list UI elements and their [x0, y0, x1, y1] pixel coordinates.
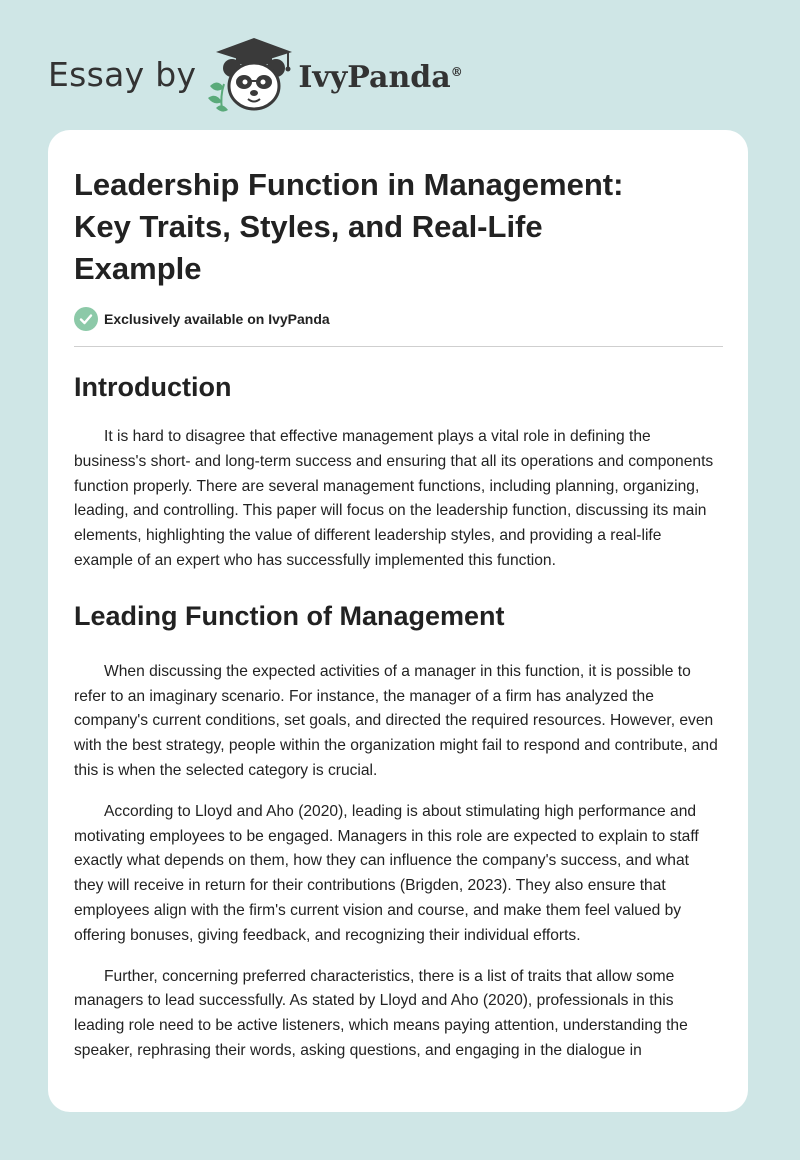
brand-name: IvyPanda® [298, 59, 463, 95]
article-title: Leadership Function in Management: Key Traits, Styles, and Real-Life Example [74, 167, 624, 286]
section-heading-introduction: Introduction [74, 372, 232, 402]
brand-prefix: Essay by [48, 54, 197, 94]
paragraph: Further, concerning preferred characteristics, there is a list of traits that allow some managers to lead successfully. As stated by Lloyd and Aho (2020), professionals in this leading role need to be active listeners, which means paying attention, understanding the speaker, rephrasing their words, asking questions, and engaging in the dialogue in [74, 967, 688, 1059]
brand-header [48, 34, 508, 114]
article-card [48, 130, 748, 1112]
panda-logo-icon [204, 34, 296, 114]
divider [74, 346, 723, 347]
checkmark-icon [74, 307, 98, 331]
paragraph: It is hard to disagree that effective management plays a vital role in defining the business's short- and long-term success and ensuring that all its operations and components function properly. There are several management functions, including planning, organizing, leading, and controlling. This paper will focus on the leadership function, discussing its main elements, highlighting the value of different leadership styles, and providing a real-life example of an expert who has successfully implemented this function. [74, 428, 714, 569]
section-heading-leading-function: Leading Function of Management [74, 600, 505, 631]
exclusive-badge-text: Exclusively available on IvyPanda [104, 311, 330, 327]
registered-mark: ® [450, 64, 463, 79]
paragraph: When discussing the expected activities of a manager in this function, it is possible to refer to an imaginary scenario. For instance, the manager of a firm has analyzed the company's current conditions, set goals, and directed the required resources. However, even with the best strategy, people within the organization might fail to respond and contribute, and this is when the selected category is crucial. [74, 662, 718, 779]
exclusive-badge [74, 307, 722, 331]
paragraph: According to Lloyd and Aho (2020), leading is about stimulating high performance and motivating employees to be engaged. Managers in this role are expected to explain to staff exactly what depends on them, how they can influence the company's success, and what they will receive in return for their contributions (Brigden, 2023). They also ensure that employees align with the firm's current vision and course, and make them feel valued by offering bonuses, giving feedback, and recognizing their individual efforts. [74, 802, 699, 944]
